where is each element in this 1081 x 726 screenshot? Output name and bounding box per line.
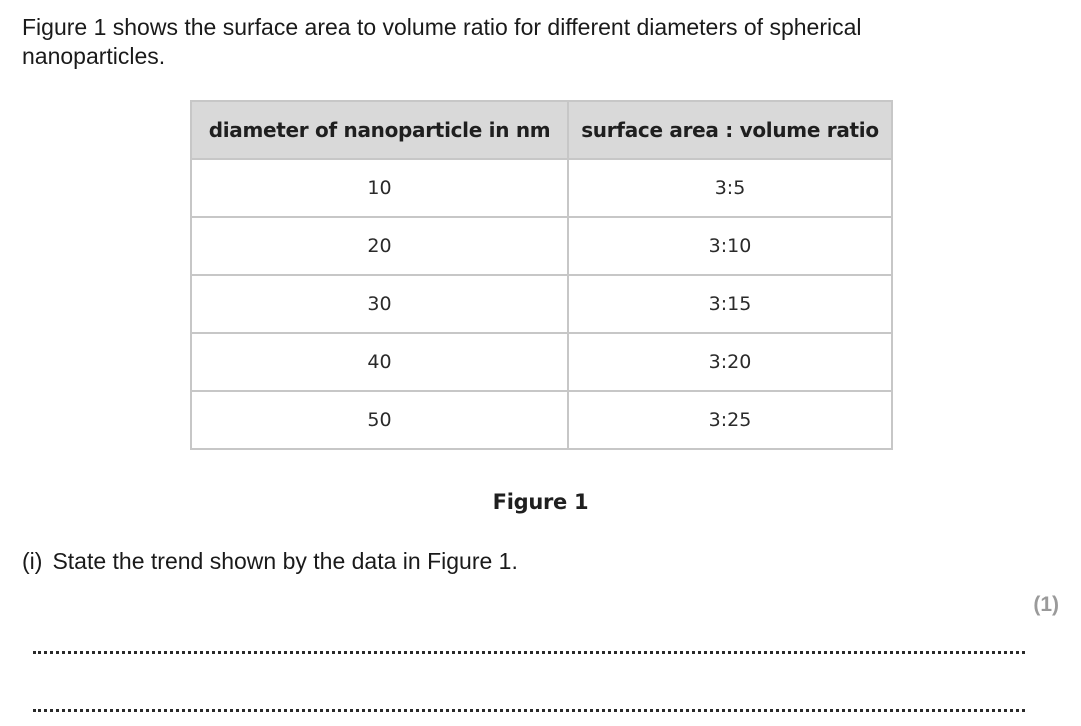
ratio-cell: 3:5 (568, 159, 892, 217)
diameter-cell: 30 (191, 275, 568, 333)
header-diameter: diameter of nanoparticle in nm (191, 101, 568, 159)
table-row (191, 159, 892, 217)
table-row (191, 275, 892, 333)
nanoparticle-data-table (190, 100, 893, 450)
header-ratio: surface area : volume ratio (568, 101, 892, 159)
question-number: (i) (22, 548, 43, 574)
diameter-cell: 20 (191, 217, 568, 275)
table-header-row (191, 101, 892, 159)
table-row (191, 217, 892, 275)
diameter-cell: 50 (191, 391, 568, 449)
figure-caption-label: Figure 1 (492, 490, 589, 514)
data-table-container (190, 100, 893, 450)
answer-line[interactable] (33, 651, 1025, 654)
ratio-cell: 3:20 (568, 333, 892, 391)
question-text: State the trend shown by the data in Figure 1. (52, 548, 518, 574)
question (22, 547, 518, 576)
diameter-cell: 40 (191, 333, 568, 391)
ratio-cell: 3:10 (568, 217, 892, 275)
intro-paragraph: Figure 1 shows the surface area to volume ratio for different diameters of spherical nanoparticles. (22, 14, 862, 69)
ratio-cell: 3:25 (568, 391, 892, 449)
answer-line[interactable] (33, 709, 1025, 712)
figure-caption (0, 490, 1081, 514)
table-row (191, 333, 892, 391)
table-row (191, 391, 892, 449)
marks-indicator: (1) (1033, 593, 1059, 616)
diameter-cell: 10 (191, 159, 568, 217)
ratio-cell: 3:15 (568, 275, 892, 333)
